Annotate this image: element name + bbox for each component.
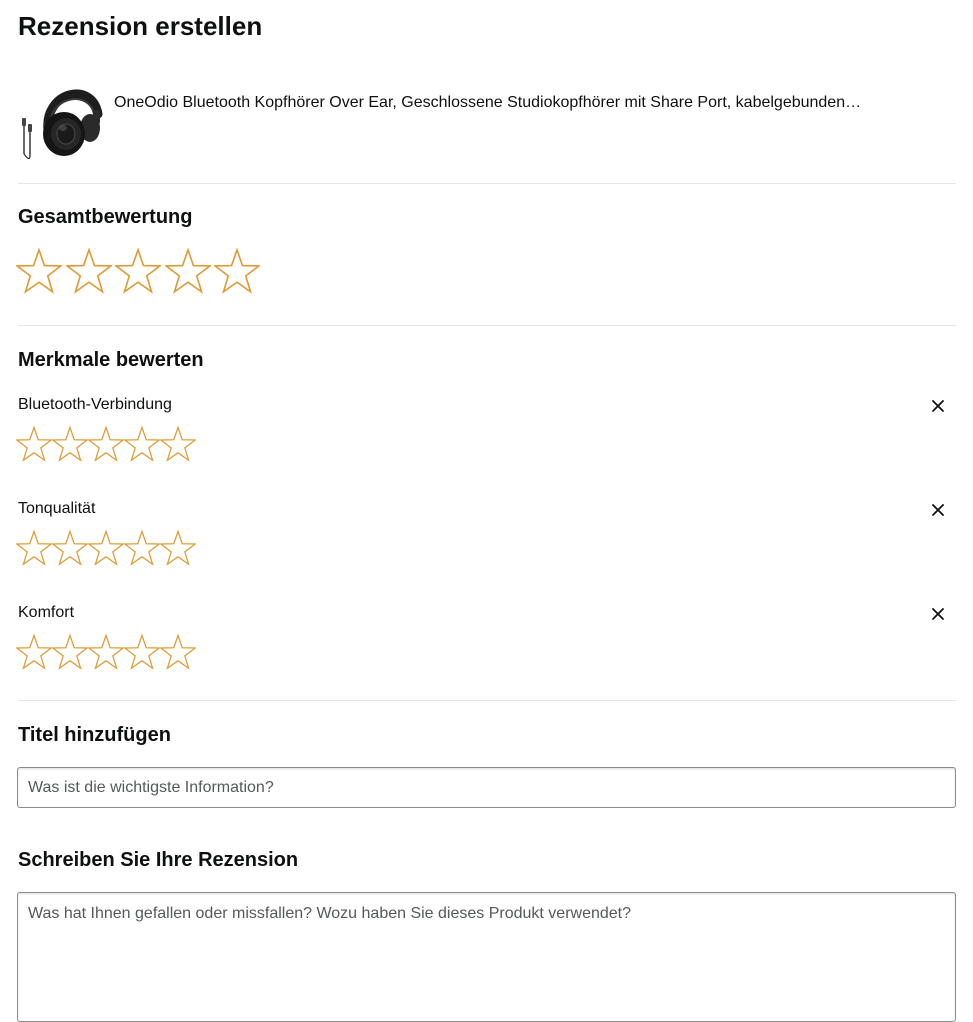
feature-ratings-heading: Merkmale bewerten: [18, 349, 204, 371]
remove-sound-quality-rating-close-icon[interactable]: [928, 500, 948, 520]
feature-1-rating-star-2-icon[interactable]: [52, 426, 88, 462]
remove-bluetooth-rating-close-icon[interactable]: [928, 396, 948, 416]
feature-3-rating-star-3-icon[interactable]: [88, 634, 124, 670]
feature-2-rating-star-2-icon[interactable]: [52, 530, 88, 566]
review-title-input[interactable]: [17, 767, 956, 808]
feature-2-rating-star-5-icon[interactable]: [160, 530, 196, 566]
headphones-image-icon: [14, 70, 106, 162]
bluetooth-rating-stars[interactable]: [16, 426, 196, 462]
feature-1-rating-star-4-icon[interactable]: [124, 426, 160, 462]
feature-2-rating-star-1-icon[interactable]: [16, 530, 52, 566]
overall-rating-heading: Gesamtbewertung: [18, 206, 193, 228]
write-review-heading: Schreiben Sie Ihre Rezension: [18, 849, 299, 871]
divider: [18, 700, 956, 701]
page-title: Rezension erstellen: [18, 11, 263, 41]
overall-rating-star-3-icon[interactable]: [115, 248, 165, 294]
feature-3-rating-star-4-icon[interactable]: [124, 634, 160, 670]
overall-rating-star-2-icon[interactable]: [66, 248, 116, 294]
product-image: [14, 70, 106, 162]
feature-2-rating-star-4-icon[interactable]: [124, 530, 160, 566]
remove-comfort-rating-close-icon[interactable]: [928, 604, 948, 624]
sound-quality-rating-stars[interactable]: [16, 530, 196, 566]
comfort-rating-stars[interactable]: [16, 634, 196, 670]
feature-1-rating-star-5-icon[interactable]: [160, 426, 196, 462]
feature-3-rating-star-2-icon[interactable]: [52, 634, 88, 670]
divider: [18, 183, 956, 184]
divider: [18, 325, 956, 326]
feature-1-rating-star-1-icon[interactable]: [16, 426, 52, 462]
add-title-heading: Titel hinzufügen: [18, 724, 171, 746]
overall-rating-star-4-icon[interactable]: [165, 248, 215, 294]
feature-label-sound-quality: Tonqualität: [18, 500, 96, 517]
product-title[interactable]: OneOdio Bluetooth Kopfhörer Over Ear, Geschlossene Studiokopfhörer mit Share Port, kabelgebunden…: [114, 94, 862, 111]
feature-1-rating-star-3-icon[interactable]: [88, 426, 124, 462]
overall-rating-star-5-icon[interactable]: [214, 248, 264, 294]
feature-3-rating-star-1-icon[interactable]: [16, 634, 52, 670]
feature-2-rating-star-3-icon[interactable]: [88, 530, 124, 566]
overall-rating-stars[interactable]: [16, 248, 264, 294]
review-text-area[interactable]: [17, 892, 956, 1022]
overall-rating-star-1-icon[interactable]: [16, 248, 66, 294]
feature-label-bluetooth: Bluetooth-Verbindung: [18, 396, 172, 413]
feature-label-comfort: Komfort: [18, 604, 75, 621]
feature-3-rating-star-5-icon[interactable]: [160, 634, 196, 670]
